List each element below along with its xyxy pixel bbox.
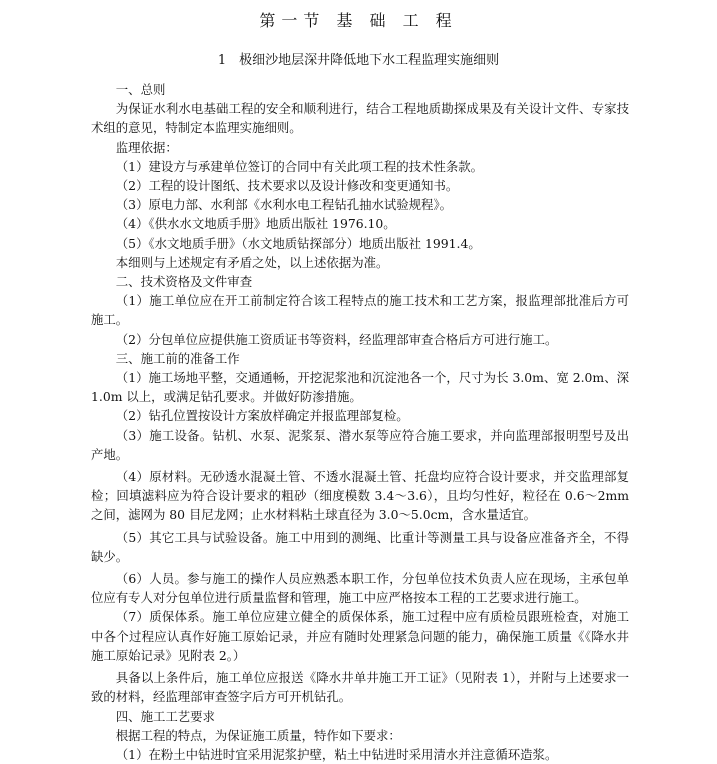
basis-item-5: （5）《水文地质手册》（水文地质钻探部分）地质出版社 1991.4。 [115, 235, 481, 251]
basis-item-4: （4）《供水水文地质手册》地质出版社 1976.10。 [115, 216, 396, 232]
heading-process: 四、施工工艺要求 [115, 708, 215, 724]
qualification-item-2: （2）分包单位应提供施工资质证书等资料，经监理部审查合格后方可进行施工。 [115, 331, 558, 347]
paragraph-process-intro: 根据工程的特点，为保证施工质量，特作如下要求： [115, 727, 401, 743]
document-subtitle: 1 极细沙地层深井降低地下水工程监理实施细则 [217, 53, 500, 68]
paragraph-start-approval: 具备以上条件后，施工单位应报送《降水井单井施工开工证》（见附表 1），并附与上述要求一致的材料，经监理部审查签字后方可开机钻孔。 [91, 670, 629, 705]
heading-preparation: 三、施工前的准备工作 [115, 350, 240, 366]
heading-general: 一、总则 [115, 82, 166, 97]
preparation-item-7: （7）质保体系。施工单位应建立健全的质保体系，施工过程中应有质检员跟班检查，对施工中各个过程应认真作好施工原始记录，并应有随时处理紧急问题的能力，确保施工质量《《降水井施工原始记录》见附表 2。） [91, 609, 629, 663]
label-basis: 监理依据： [115, 139, 178, 155]
preparation-item-3: （3）施工设备。钻机、水泵、泥浆泵、潜水泵等应符合施工要求，并向监理部报明型号及出产地。 [91, 427, 629, 462]
basis-item-1: （1）建设方与承建单位签订的合同中有关此项工程的技术性条款。 [115, 158, 484, 174]
heading-qualification: 二、技术资格及文件审查 [115, 274, 253, 290]
preparation-item-2: （2）钻孔位置按设计方案放样确定并报监理部复检。 [115, 408, 409, 424]
preparation-item-5: （5）其它工具与试验设备。施工中用到的测绳、比重计等测量工具与设备应准备齐全，不得缺少。 [91, 529, 629, 564]
document-body [91, 80, 629, 764]
paragraph-purpose: 为保证水利水电基础工程的安全和顺利进行，结合工程地质勘探成果及有关设计文件、专家技术组的意见，特制定本监理实施细则。 [91, 101, 629, 136]
section-title: 第一节 基 础 工 程 [259, 11, 458, 30]
process-item-1: （1）在粉土中钻进时宜采用泥浆护壁，粘土中钻进时采用清水并注意循环造浆。 [115, 746, 558, 762]
basis-item-3: （3）原电力部、水利部《水利水电工程钻孔抽水试验规程》。 [115, 197, 453, 213]
preparation-item-6: （6）人员。参与施工的操作人员应熟悉本职工作，分包单位技术负责人应在现场，主承包单位应有专人对分包单位进行质量监督和管理，施工中应严格按本工程的工艺要求进行施工。 [91, 571, 629, 606]
basis-item-2: （2）工程的设计图纸、技术要求以及设计修改和变更通知书。 [115, 178, 459, 194]
preparation-item-4: （4）原材料。无砂透水混凝土管、不透水混凝土管、托盘均应符合设计要求，并交监理部复检；回填滤料应为符合设计要求的粗砂（细度模数 3.4～3.6），且均匀性好，粒径在 0.6～2mm 之间，滤网为 80 目尼龙网；止水材料粘土球直径为 3.0～5.0cm，含水量适宜。 [91, 469, 629, 523]
preparation-item-1: （1）施工场地平整，交通通畅，开挖泥浆池和沉淀池各一个，尺寸为长 3.0m、宽 2.0m、深 1.0m 以上，或满足钻孔要求。并做好防渗措施。 [91, 370, 629, 405]
qualification-item-1: （1）施工单位应在开工前制定符合该工程特点的施工技术和工艺方案，报监理部批准后方可施工。 [91, 293, 629, 328]
paragraph-precedence: 本细则与上述规定有矛盾之处，以上述依据为准。 [115, 254, 389, 270]
